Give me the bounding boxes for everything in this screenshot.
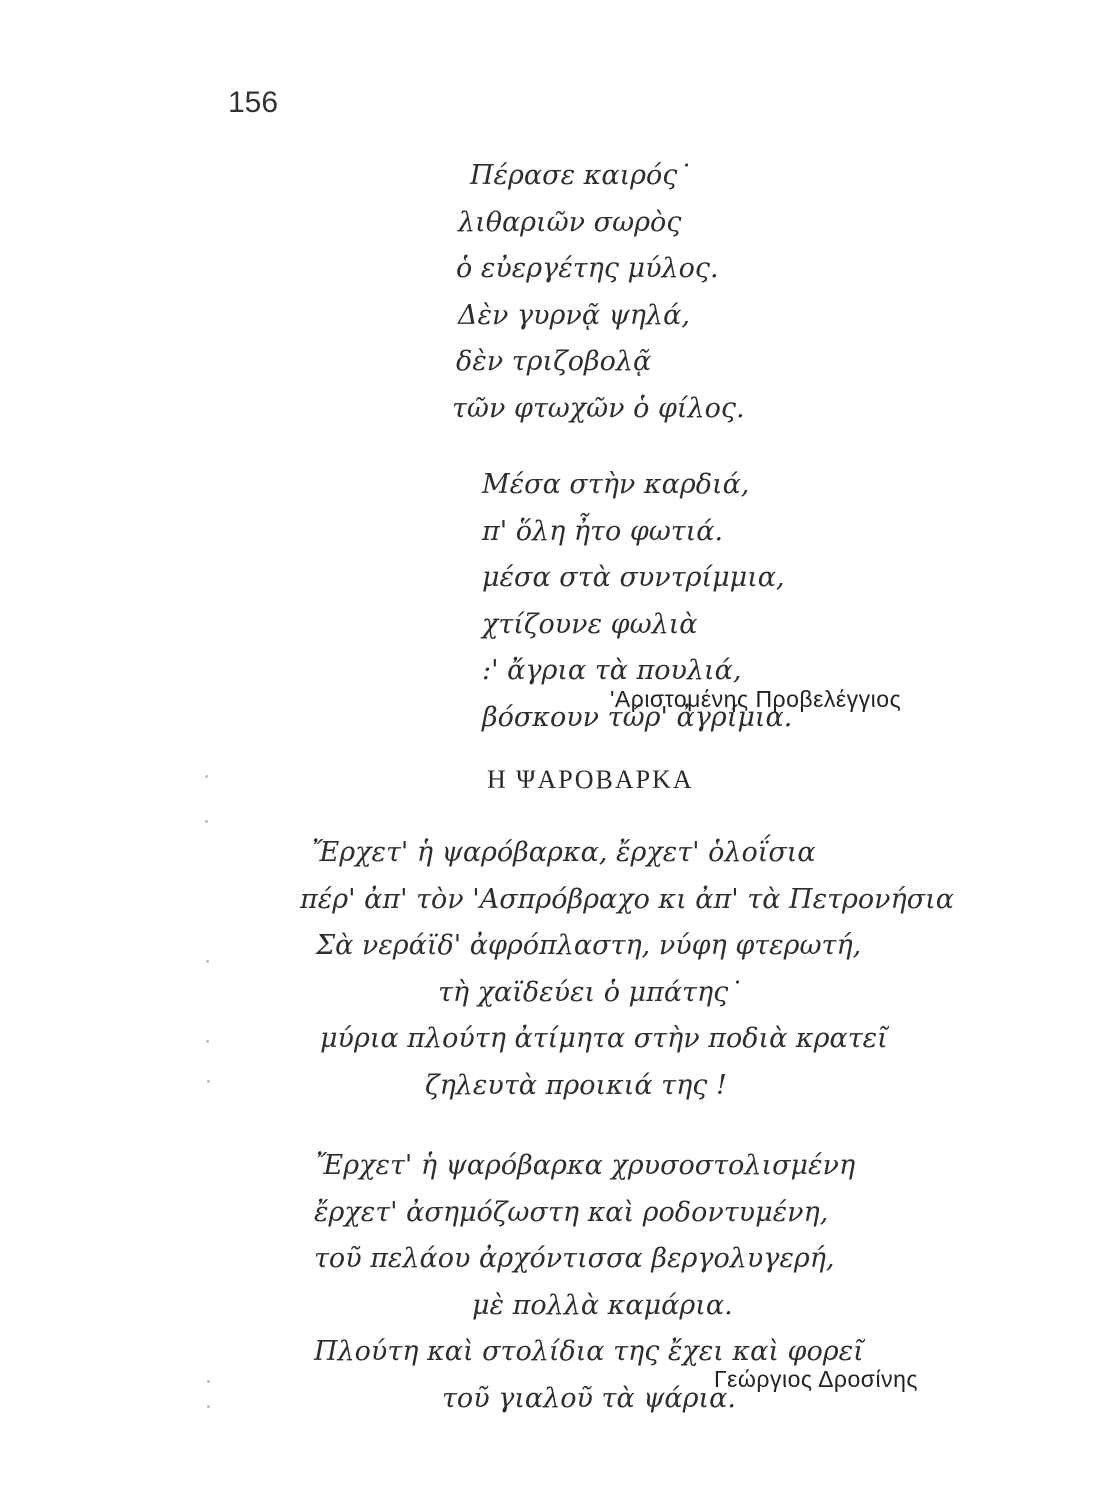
poem-2-title: Η ΨΑΡΟΒΑΡΚΑ (487, 765, 694, 794)
verse-line: Ἔρχετ' ἡ ψαρόβαρκα, ἔρχετ' ὁλοΐσια (312, 837, 816, 868)
scan-speck (207, 1080, 210, 1083)
verse-line: Ἔρχετ' ἡ ψαρόβαρκα χρυσοστολισμένη (316, 1150, 856, 1181)
page-number: 156 (228, 86, 279, 119)
poem-2-author: Γεώργιος Δροσίνης (714, 1366, 918, 1392)
scan-speck (207, 1405, 210, 1408)
verse-line: τῶν φτωχῶν ὁ φίλος. (452, 392, 745, 424)
scan-speck (206, 960, 209, 963)
scan-speck (205, 820, 208, 823)
verse-line: ἔρχετ' ἀσημόζωστη καὶ ροδοντυμένη, (314, 1196, 829, 1228)
scan-speck (206, 1040, 209, 1043)
verse-line: χτίζουνε φωλιὰ (482, 608, 698, 640)
verse-line: π' ὅλη ἦτο φωτιά. (482, 515, 724, 547)
verse-line: τοῦ πελάου ἀρχόντισσα βεργολυγερή, (314, 1243, 835, 1274)
verse-line: Πέρασε καιρός˙ (470, 160, 691, 191)
verse-line: τοῦ γιαλοῦ τὰ ψάρια. (442, 1382, 736, 1414)
poem-1-stanza (452, 153, 792, 432)
verse-line: μύρια πλούτη ἀτίμητα στὴν ποδιὰ κρατεῖ (320, 1023, 888, 1054)
poem-1 (452, 153, 792, 741)
scan-speck (207, 1380, 210, 1383)
verse-line: πέρ' ἀπ' τὸν 'Ασπρόβραχο κι ἀπ' τὰ Πετρονήσια (300, 883, 954, 915)
verse-line: Σὰ νεράϊδ' ἀφρόπλαστη, νύφη φτερωτή, (316, 930, 862, 961)
scan-speck (205, 775, 208, 778)
verse-line: βόσκουν τώρ' ἀγρίμια. (482, 701, 793, 733)
verse-line: τὴ χαϊδεύει ὁ μπάτης˙ (438, 976, 742, 1008)
verse-line: :' ἄγρια τὰ πουλιά, (482, 655, 742, 686)
poem-2 (300, 830, 954, 1422)
verse-line: ὁ εὐεργέτης μύλος. (456, 253, 719, 284)
verse-line: λιθαριῶν σωρὸς (458, 206, 682, 238)
verse-line: δὲν τριζοβολᾷ (456, 346, 652, 377)
verse-line: Μέσα στὴν καρδιά, (482, 469, 750, 500)
poem-2-stanza (300, 830, 954, 1109)
verse-line: Δὲν γυρνᾷ ψηλά, (458, 299, 690, 331)
verse-line: μέσα στὰ συντρίμμια, (482, 562, 785, 593)
verse-line: Πλούτη καὶ στολίδια της ἔχει καὶ φορεῖ (314, 1336, 864, 1367)
verse-line: ζηλευτὰ προικιά της ! (425, 1069, 727, 1101)
verse-line: μὲ πολλὰ καμάρια. (472, 1289, 733, 1321)
poem-1-author: 'Αριστομένης Προβελέγγιος (610, 686, 902, 712)
